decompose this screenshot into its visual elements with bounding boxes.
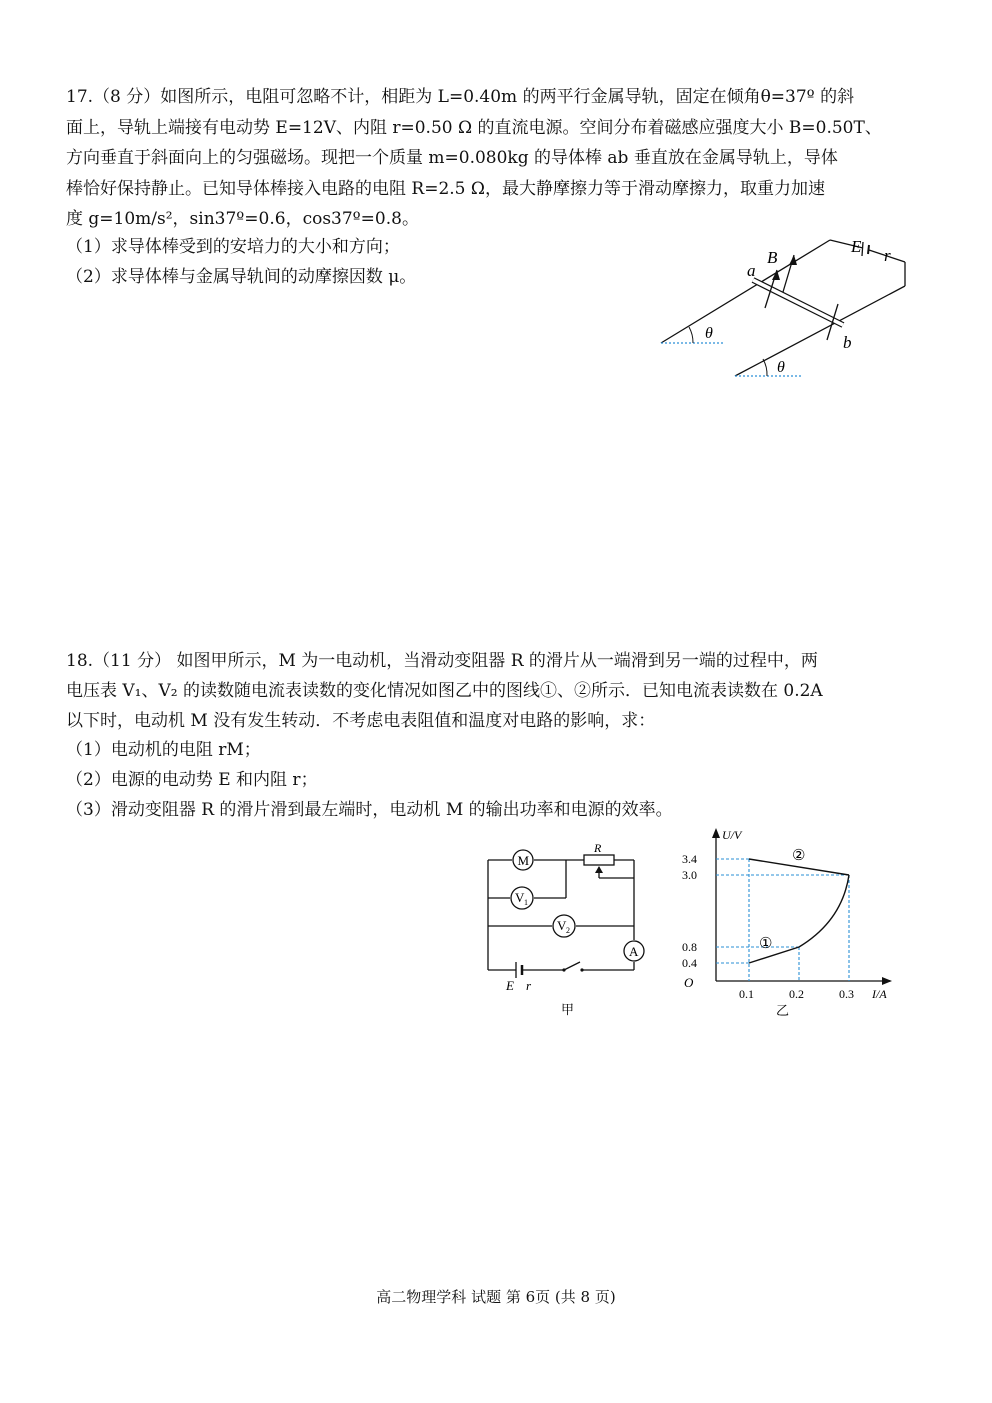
q17-line-2: 面上，导轨上端接有电动势 E=12V、内阻 r=0.50 Ω 的直流电源。空间分布着磁感应强度大小 B=0.50T、 (66, 118, 882, 138)
q18-ytick-3-0: 3.0 (682, 868, 697, 882)
q18-xtick-0-3: 0.3 (839, 987, 854, 1001)
q18-subquestion-1: （1）电动机的电阻 rM； (66, 740, 261, 760)
q18-subquestion-2: （2）电源的电动势 E 和内阻 r； (66, 770, 318, 790)
q17-label-b: b (843, 333, 852, 352)
q18-line-3: 以下时，电动机 M 没有发生转动．不考虑电表阻值和温度对电路的影响，求： (66, 711, 656, 731)
q18-ytick-0-8: 0.8 (682, 940, 697, 954)
q18-graph-ylabel: U/V (722, 828, 742, 842)
q18-graph-origin: O (684, 975, 694, 990)
q17-label-E: E (851, 237, 862, 256)
q18-ytick-3-4: 3.4 (682, 852, 697, 866)
q18-circuit-diagram (480, 838, 650, 1020)
q18-ui-graph (672, 826, 898, 1020)
page-footer: 高二物理学科 试题 第 6页 (共 8 页) (376, 1288, 616, 1306)
q17-line-5: 度 g=10m/s²，sin37º=0.6，cos37º=0.8。 (66, 209, 419, 229)
q18-graph-line-2-label: ② (792, 848, 806, 864)
q18-xtick-0-1: 0.1 (739, 987, 754, 1001)
q17-line-3: 方向垂直于斜面向上的匀强磁场。现把一个质量 m=0.080kg 的导体棒 ab 垂直放在金属导轨上，导体 (66, 148, 838, 168)
q17-label-theta-2: θ (777, 359, 785, 376)
q18-graph-xlabel: I/A (872, 987, 887, 1001)
q17-subquestion-1: （1）求导体棒受到的安培力的大小和方向； (66, 237, 400, 257)
q17-subquestion-2: （2）求导体棒与金属导轨间的动摩擦因数 μ。 (66, 267, 417, 287)
q18-emf-label: E (506, 978, 514, 993)
q17-label-B: B (767, 248, 778, 267)
q18-line-2: 电压表 V₁、V₂ 的读数随电流表读数的变化情况如图乙中的图线①、②所示．已知电流表读数在 0.2A (66, 681, 823, 701)
q18-rheostat-label: R (594, 841, 602, 855)
q18-v1-sub: 1 (524, 898, 528, 907)
q17-label-a: a (747, 261, 756, 280)
q18-internal-r-label: r (526, 978, 532, 993)
q18-v2-sub: 2 (566, 926, 570, 935)
q18-motor-label: M (517, 853, 530, 868)
q17-incline-figure (655, 230, 915, 385)
q17-label-theta-1: θ (705, 325, 713, 342)
q18-v2-label: V (557, 918, 567, 933)
q18-graph-caption: 乙 (776, 1003, 790, 1018)
q17-line-4: 棒恰好保持静止。已知导体棒接入电路的电阻 R=2.5 Ω，最大静摩擦力等于滑动摩擦力，取重力加速 (66, 179, 825, 199)
q18-circuit-caption: 甲 (561, 1002, 575, 1017)
q18-ytick-0-4: 0.4 (682, 956, 697, 970)
q18-graph-line-1-label: ① (759, 936, 773, 952)
q18-ammeter-label: A (629, 944, 639, 959)
q17-line-1: 17.（8 分）如图所示，电阻可忽略不计，相距为 L=0.40m 的两平行金属导轨，固定在倾角θ=37º 的斜 (66, 87, 855, 107)
q17-label-r: r (884, 246, 891, 265)
q18-xtick-0-2: 0.2 (789, 987, 804, 1001)
q18-subquestion-3: （3）滑动变阻器 R 的滑片滑到最左端时，电动机 M 的输出功率和电源的效率。 (66, 800, 673, 820)
q18-v1-label: V (515, 890, 525, 905)
q18-line-1: 18.（11 分） 如图甲所示，M 为一电动机，当滑动变阻器 R 的滑片从一端滑到另一端的过程中，两 (66, 651, 818, 671)
